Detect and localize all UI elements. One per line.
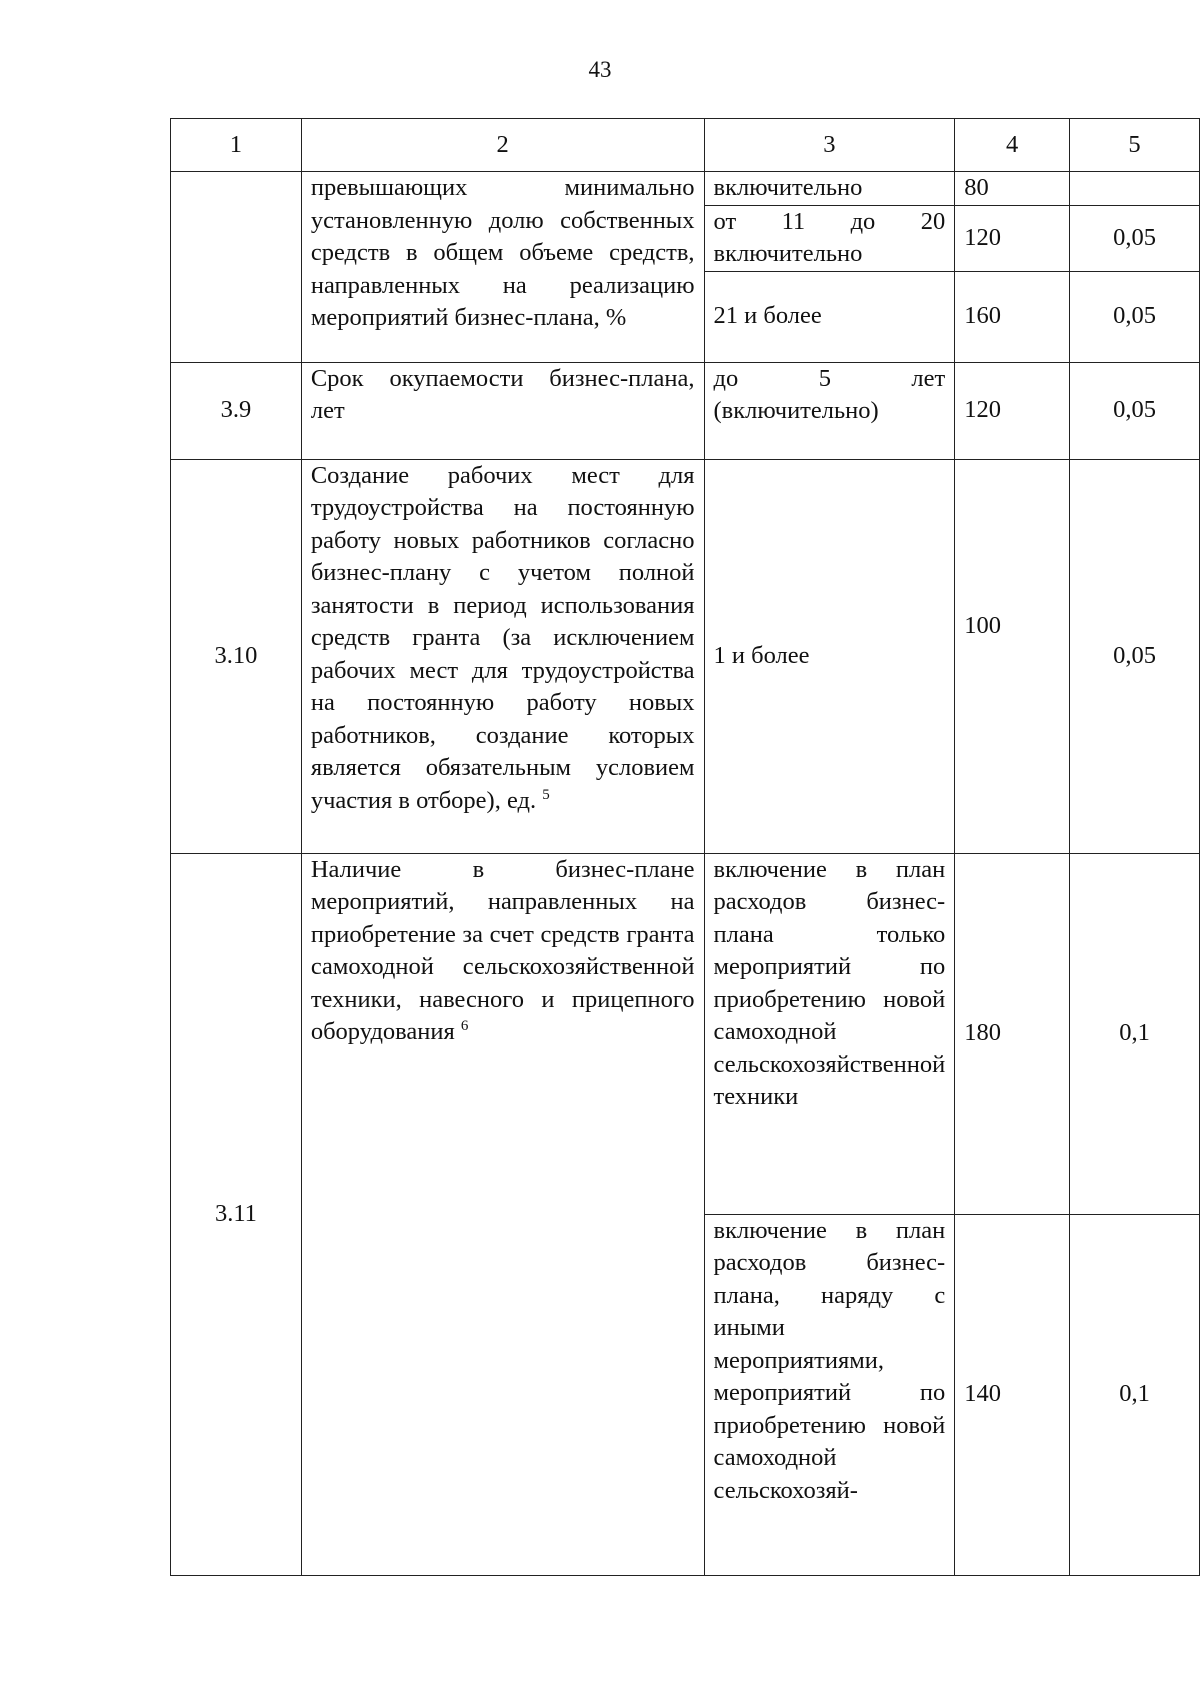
value-range-cell: 21 и более [704,271,955,362]
points-cell: 100 [955,459,1070,853]
value-range-text: включение в план расходов бизнес-плана, наряду с иными мероприятиями, мероприятий по приобретению новой самоходной сельскохозяй- [713,1216,946,1504]
weight-cell: 0,1 [1070,853,1200,1214]
header-col-2: 2 [301,119,704,172]
points-cell: 120 [955,205,1070,271]
points-cell: 160 [955,271,1070,362]
value-range-cell [704,853,955,1214]
criterion-text: превышающих минимально установленную долю собственных средств в общем объеме средств, направленных на реализацию мероприятий бизнес-плана, % [310,174,695,331]
points-cell: 180 [955,853,1070,1214]
criteria-table [170,118,1200,1576]
table-row [171,172,1200,206]
weight-cell: 0,05 [1070,271,1200,362]
criterion-text [311,460,695,818]
criterion-cell [301,172,704,363]
points-cell: 140 [955,1214,1070,1575]
value-range-cell [704,1214,955,1575]
value-range-cell [704,362,955,459]
row-number-cell: 3.10 [171,459,302,853]
row-number-cell: 3.11 [171,853,302,1575]
value-range-cell: включительно [704,172,955,206]
header-col-5: 5 [1070,119,1200,172]
weight-cell: 0,05 [1070,205,1200,271]
criterion-cell [301,459,704,853]
weight-cell: 0,05 [1070,459,1200,853]
criterion-cell [301,853,704,1575]
weight-cell: 0,1 [1070,1214,1200,1575]
value-range-text: от 11 до 20 включительно [713,207,946,267]
footnote-marker: 5 [542,786,550,803]
weight-cell: 0,05 [1070,362,1200,459]
table-row [171,853,1200,1214]
criterion-text-body: Наличие в бизнес-плане мероприятий, направленных на приобретение за счет средств гранта самоходной сельскохозяйственной техники, навесного и прицепного оборудования [310,855,695,1045]
header-col-4: 4 [955,119,1070,172]
value-range-cell: 1 и более [704,459,955,853]
table-header-row [171,119,1200,172]
criterion-text: Срок окупаемости бизнес-плана, лет [310,364,695,424]
criterion-text [311,854,695,1049]
value-range-text: включение в план расходов бизнес-плана только мероприятий по приобретению новой самоходной сельскохозяйственной техники [713,855,946,1110]
row-number-cell: 3.9 [171,362,302,459]
criterion-text-body: Создание рабочих мест для трудоустройства на постоянную работу новых работников согласно бизнес-плану с учетом полной занятости в период использования средств гранта (за исключением рабочих мест для трудоустройства на постоянную работу новых работников, создание которых является обязательным условием участия в отборе), ед. [310,461,695,814]
points-cell: 80 [955,172,1070,206]
points-cell: 120 [955,362,1070,459]
page-number: 43 [588,57,612,82]
row-number-cell [171,172,302,363]
value-range-text: до 5 лет (включительно) [713,364,946,424]
criterion-cell [301,362,704,459]
weight-cell [1070,172,1200,206]
value-range-cell [704,205,955,271]
header-col-3: 3 [704,119,955,172]
footnote-marker: 6 [460,1017,469,1034]
table-row [171,459,1200,853]
table-row [171,362,1200,459]
header-col-1: 1 [171,119,302,172]
